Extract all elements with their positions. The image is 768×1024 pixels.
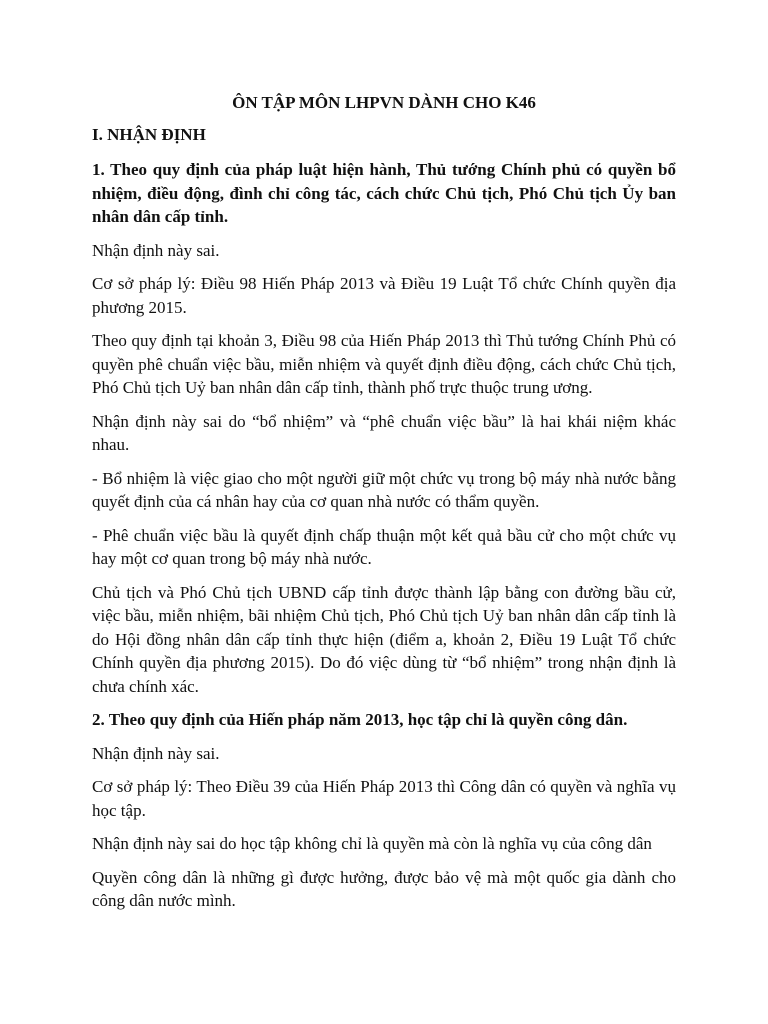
question-block-1 [92, 158, 676, 698]
legal-basis-1: Cơ sở pháp lý: Điều 98 Hiến Pháp 2013 và Điều 19 Luật Tổ chức Chính quyền địa phương 2015. [92, 274, 676, 317]
reason-1: Nhận định này sai do “bổ nhiệm” và “phê chuẩn việc bầu” là hai khái niệm khác nhau. [92, 411, 676, 454]
explanation-2: Quyền công dân là những gì được hưởng, được bảo vệ mà một quốc gia dành cho công dân nước mình. [92, 867, 676, 910]
verdict-2: Nhận định này sai. [92, 743, 220, 763]
verdict-1: Nhận định này sai. [92, 240, 220, 260]
section-heading: I. NHẬN ĐỊNH [92, 125, 206, 144]
conclusion-1: Chủ tịch và Phó Chủ tịch UBND cấp tỉnh được thành lập bằng con đường bầu cử, việc bầu, miễn nhiệm, bãi nhiệm Chủ tịch, Phó Chủ tịch Uỷ ban nhân dân cấp tỉnh là do Hội đồng nhân dân cấp tỉnh thực hiện (điểm a, khoản 2, Điều 19 Luật Tổ chức Chính quyền địa phương 2015). Do đó việc dùng từ “bổ nhiệm” trong nhận định là chưa chính xác. [92, 582, 676, 696]
definition-point-1: - Bổ nhiệm là việc giao cho một người giữ một chức vụ trong bộ máy nhà nước bằng quyết định của cá nhân hay của cơ quan nhà nước có thẩm quyền. [92, 468, 676, 511]
question-2: 2. Theo quy định của Hiến pháp năm 2013, học tập chỉ là quyền công dân. [92, 710, 628, 729]
document-title: ÔN TẬP MÔN LHPVN DÀNH CHO K46 [232, 93, 536, 112]
explanation-1: Theo quy định tại khoản 3, Điều 98 của Hiến Pháp 2013 thì Thủ tướng Chính Phủ có quyền phê chuẩn việc bầu, miễn nhiệm và quyết định điều động, cách chức Chủ tịch, Phó Chủ tịch Uỷ ban nhân dân cấp tỉnh, thành phố trực thuộc trung ương. [92, 331, 676, 397]
question-1: 1. Theo quy định của pháp luật hiện hành, Thủ tướng Chính phủ có quyền bổ nhiệm, điều động, đình chỉ công tác, cách chức Chủ tịch, Phó Chủ tịch Ủy ban nhân dân cấp tỉnh. [92, 160, 676, 226]
definition-point-2: - Phê chuẩn việc bầu là quyết định chấp thuận một kết quả bầu cử cho một chức vụ hay một cơ quan trong bộ máy nhà nước. [92, 525, 676, 568]
legal-basis-2: Cơ sở pháp lý: Theo Điều 39 của Hiến Pháp 2013 thì Công dân có quyền và nghĩa vụ học tập. [92, 777, 676, 820]
question-block-2 [92, 708, 676, 913]
reason-2: Nhận định này sai do học tập không chỉ là quyền mà còn là nghĩa vụ của công dân [92, 834, 652, 853]
